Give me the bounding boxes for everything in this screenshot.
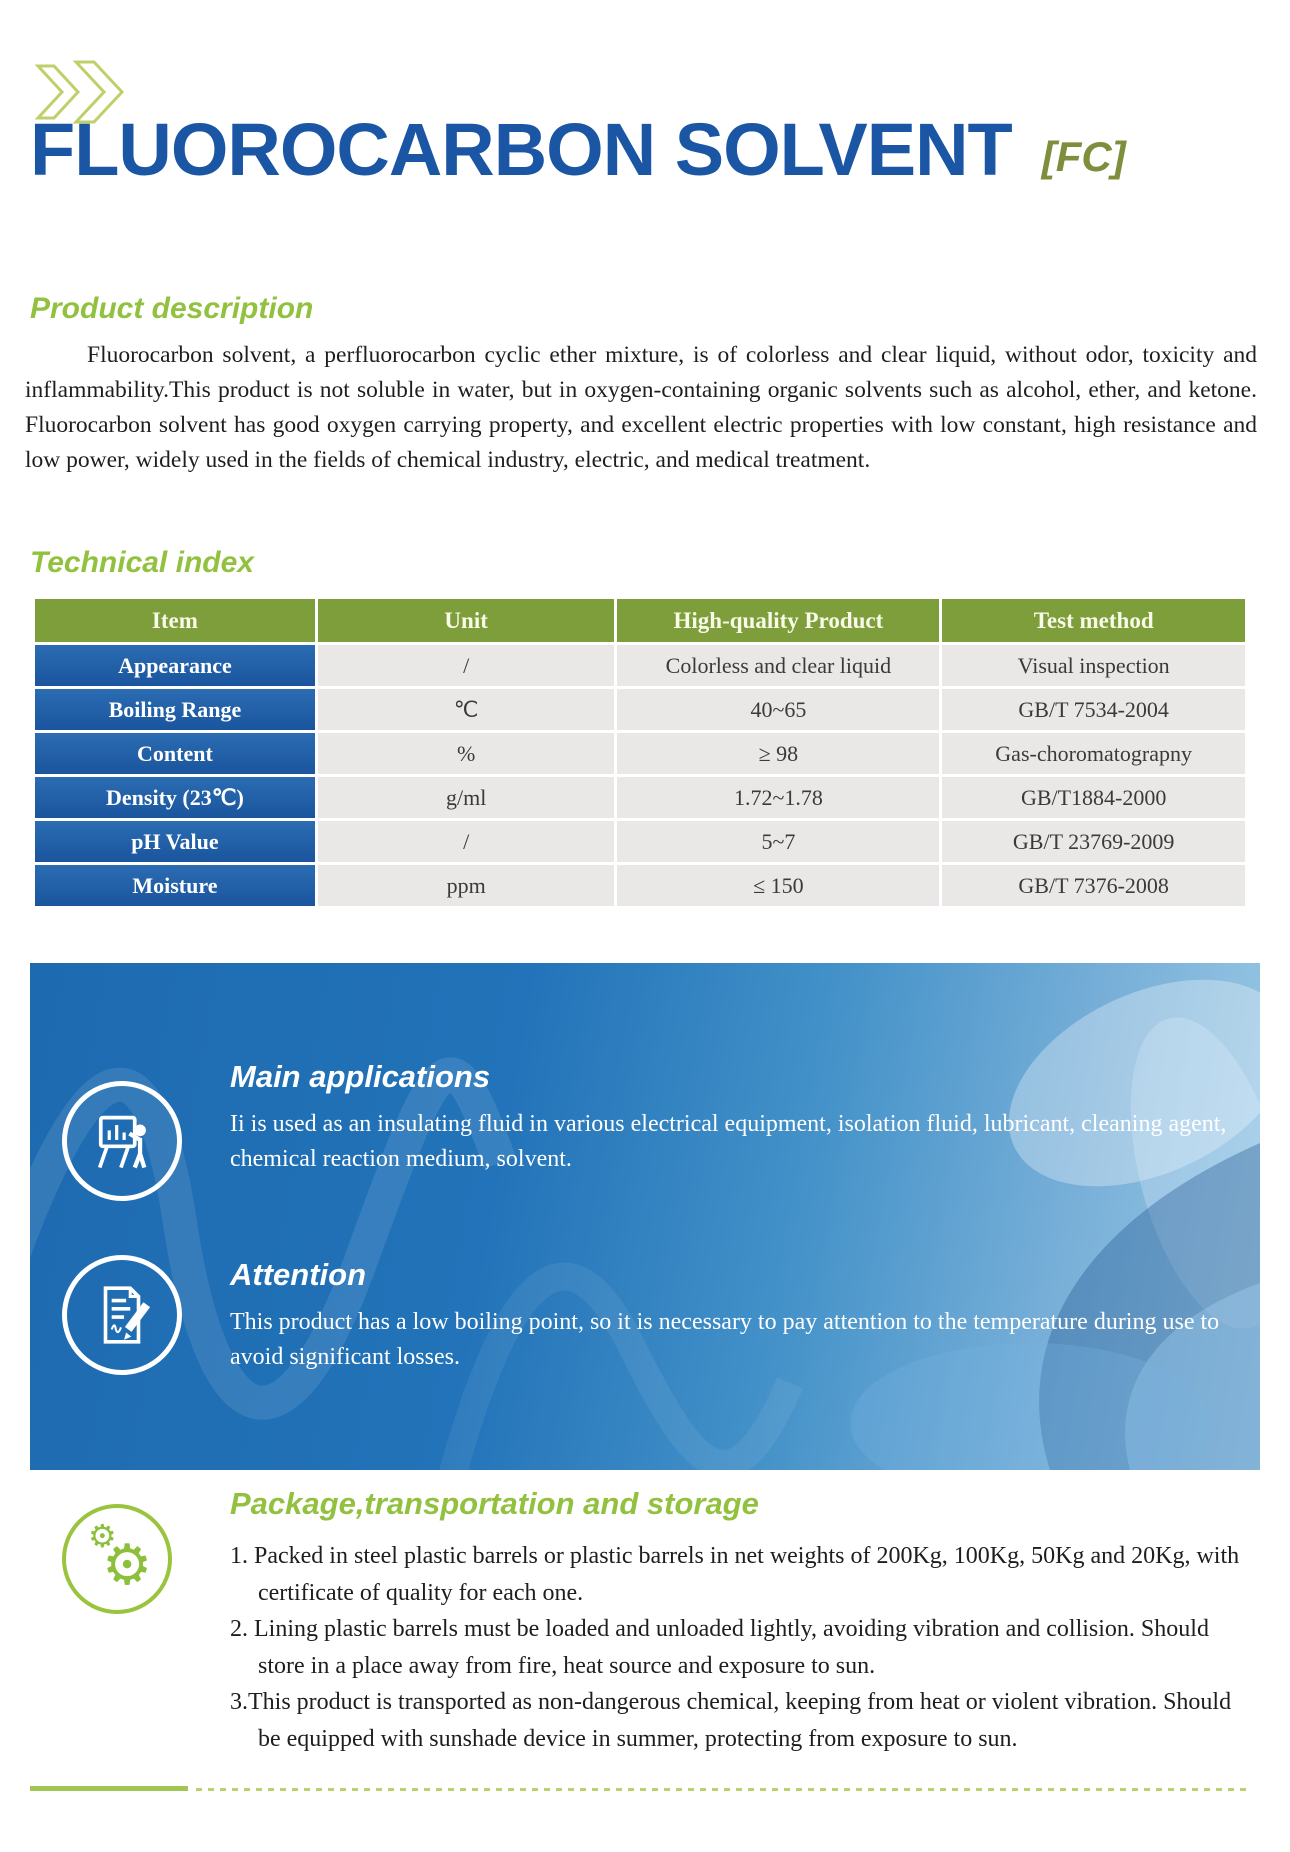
table-row (35, 733, 1245, 774)
small-gear-glyph: ⚙ (88, 1517, 117, 1555)
package-list (230, 1538, 1258, 1757)
product-description-heading: Product description (30, 292, 314, 325)
technical-index-heading: Technical index (30, 546, 254, 579)
page-title-suffix: [FC] (1041, 132, 1126, 180)
row-unit: / (318, 821, 615, 862)
table-row (35, 645, 1245, 686)
row-value: 5~7 (617, 821, 939, 862)
row-item-label: Moisture (35, 865, 315, 906)
column-header-high-quality: High-quality Product (617, 599, 939, 642)
row-test-method: GB/T1884-2000 (942, 777, 1245, 818)
row-value: Colorless and clear liquid (617, 645, 939, 686)
product-description-body: Fluorocarbon solvent, a perfluorocarbon cyclic ether mixture, is of colorless and clear liquid, without odor, toxicity and inflammability.This product is not soluble in water, but in oxygen-containing organic solvents such as alcohol, ether, and ketone. Fluorocarbon solvent has good oxygen carrying property, and excellent electric properties with low constant, high resistance and low power, widely used in the fields of chemical industry, electric, and medical treatment. (25, 342, 1257, 473)
page-title-row (30, 108, 1126, 191)
row-unit: ppm (318, 865, 615, 906)
column-header-test-method: Test method (942, 599, 1245, 642)
row-test-method: GB/T 7534-2004 (942, 689, 1245, 730)
package-list-item: 2. Lining plastic barrels must be loaded and unloaded lightly, avoiding vibration and collision. Should store in a place away from fire, heat source and exposure to sun. (230, 1616, 1209, 1679)
row-test-method: Gas-choromatograpny (942, 733, 1245, 774)
lab-photo-background (30, 963, 1260, 1470)
row-value: ≤ 150 (617, 865, 939, 906)
row-item-label: Density (23℃) (35, 777, 315, 818)
attention-body: This product has a low boiling point, so it is necessary to pay attention to the temperature during use to avoid significant losses. (230, 1309, 1220, 1370)
column-header-item: Item (35, 599, 315, 642)
row-item-label: Boiling Range (35, 689, 315, 730)
table-row (35, 821, 1245, 862)
table-row (35, 865, 1245, 906)
document-pencil-icon (62, 1255, 182, 1375)
row-item-label: Appearance (35, 645, 315, 686)
column-header-unit: Unit (318, 599, 615, 642)
package-heading: Package,transportation and storage (230, 1486, 759, 1521)
package-list-item: 3.This product is transported as non-dangerous chemical, keeping from heat or violent vibration. Should be equipped with sunshade device in summer, protecting from exposure to sun. (230, 1689, 1232, 1752)
page-title: FLUOROCARBON SOLVENT (30, 108, 1012, 191)
large-gear-glyph: ⚙ (102, 1533, 153, 1598)
applications-panel (30, 963, 1260, 1470)
row-unit: / (318, 645, 615, 686)
row-test-method: GB/T 7376-2008 (942, 865, 1245, 906)
package-list-item: 1. Packed in steel plastic barrels or plastic barrels in net weights of 200Kg, 100Kg, 50Kg and 20Kg, with certificate of quality for each one. (230, 1543, 1240, 1606)
row-item-label: Content (35, 733, 315, 774)
row-value: 1.72~1.78 (617, 777, 939, 818)
row-value: ≥ 98 (617, 733, 939, 774)
attention-heading: Attention (230, 1257, 367, 1292)
footer-rule-dashed (196, 1788, 1252, 1791)
table-row (35, 689, 1245, 730)
row-item-label: pH Value (35, 821, 315, 862)
technical-index-table (32, 596, 1248, 909)
row-value: 40~65 (617, 689, 939, 730)
row-test-method: Visual inspection (942, 645, 1245, 686)
presentation-board-icon (62, 1081, 182, 1201)
row-unit: ℃ (318, 689, 615, 730)
row-unit: g/ml (318, 777, 615, 818)
gears-icon (62, 1504, 172, 1614)
main-applications-body: Ii is used as an insulating fluid in various electrical equipment, isolation fluid, lubricant, cleaning agent, chemical reaction medium, solvent. (230, 1111, 1227, 1172)
table-row (35, 777, 1245, 818)
row-unit: % (318, 733, 615, 774)
row-test-method: GB/T 23769-2009 (942, 821, 1245, 862)
footer-rule-solid (30, 1786, 188, 1791)
table-header-row (35, 599, 1245, 642)
main-applications-heading: Main applications (230, 1059, 491, 1094)
